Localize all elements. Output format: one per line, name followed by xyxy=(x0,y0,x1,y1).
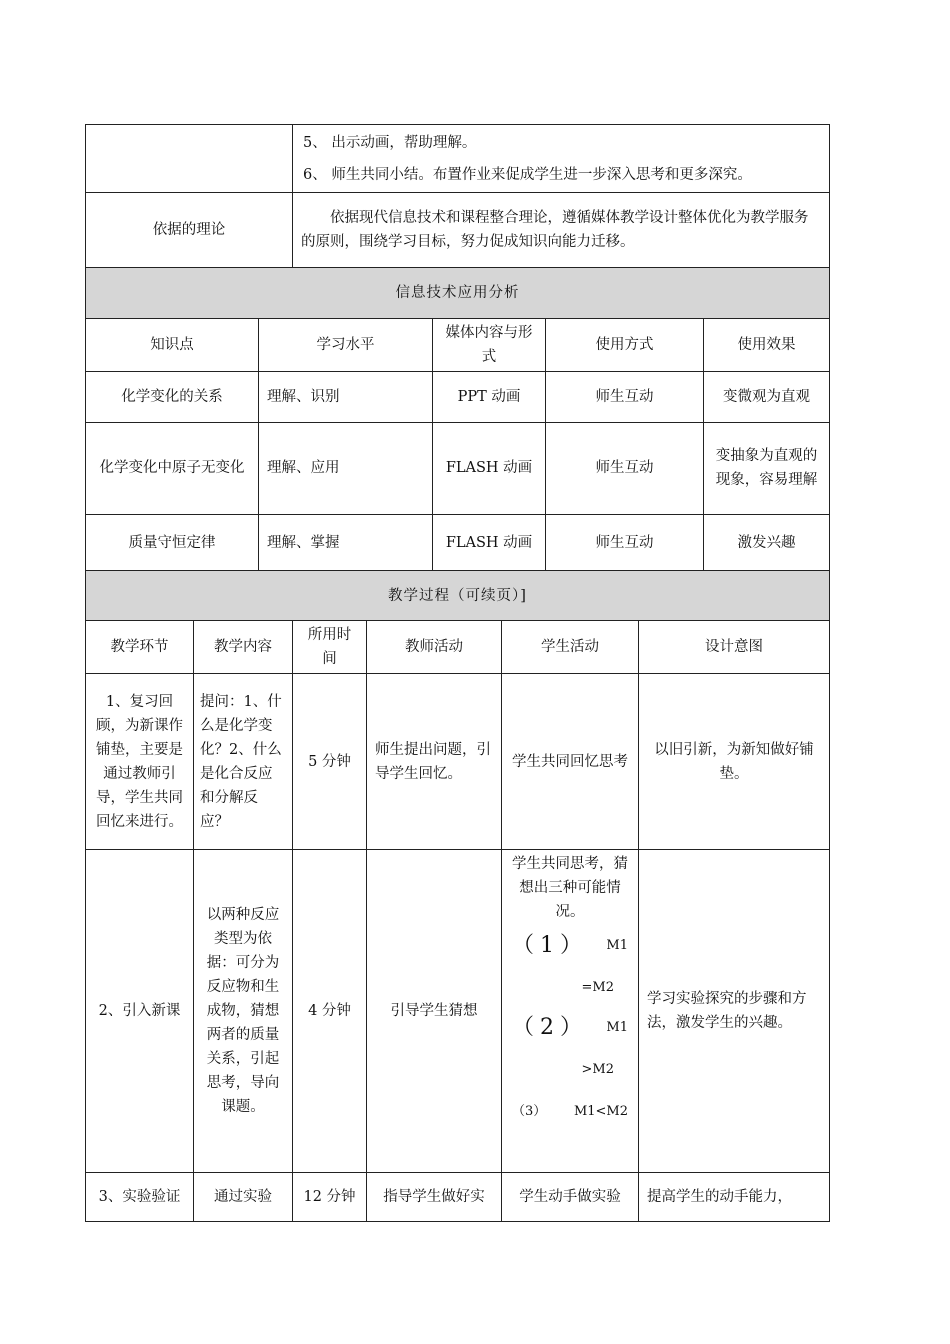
teacher-cell: 指导学生做好实 xyxy=(367,1173,502,1222)
level-cell: 理解、掌握 xyxy=(259,514,433,571)
header-knowledge: 知识点 xyxy=(86,318,259,371)
intent-cell: 学习实验探究的步骤和方法，激发学生的兴趣。 xyxy=(639,850,830,1173)
table-row xyxy=(86,514,830,571)
level-cell: 理解、识别 xyxy=(259,371,433,422)
guess-3 xyxy=(512,1100,628,1124)
process-title: 教学过程（可续页）] xyxy=(86,571,830,621)
theory-row xyxy=(86,193,830,268)
usage-cell: 师生互动 xyxy=(546,514,704,571)
theory-label: 依据的理论 xyxy=(86,193,293,268)
table-row xyxy=(86,371,830,422)
intent-cell: 以旧引新，为新知做好铺垫。 xyxy=(639,674,830,850)
level-cell: 理解、应用 xyxy=(259,422,433,514)
effect-cell: 激发兴趣 xyxy=(704,514,830,571)
student-cell: 学生共同回忆思考 xyxy=(502,674,639,850)
table-row xyxy=(86,674,830,850)
table-row xyxy=(86,850,830,1173)
guess-1-number: （1） xyxy=(512,933,588,958)
effect-cell: 变抽象为直观的现象，容易理解 xyxy=(704,422,830,514)
usage-cell: 师生互动 xyxy=(546,422,704,514)
media-cell: FLASH 动画 xyxy=(433,422,546,514)
it-analysis-title: 信息技术应用分析 xyxy=(86,267,830,318)
process-header-row xyxy=(86,621,830,674)
usage-cell: 师生互动 xyxy=(546,371,704,422)
header-content: 教学内容 xyxy=(194,621,293,674)
step-5: 5、 出示动画，帮助理解。 xyxy=(303,134,477,151)
guess-1-relation: =M2 xyxy=(581,980,614,995)
stage-cell: 3、实验验证 xyxy=(86,1173,194,1222)
teacher-cell: 引导学生猜想 xyxy=(367,850,502,1173)
content-cell: 通过实验 xyxy=(194,1173,293,1222)
guess-2 xyxy=(512,1016,628,1040)
intent-cell: 提高学生的动手能力， xyxy=(639,1173,830,1222)
guess-2-number: （2） xyxy=(512,1015,588,1040)
header-time: 所用时间 xyxy=(293,621,367,674)
effect-cell: 变微观为直观 xyxy=(704,371,830,422)
stage-cell: 2、引入新课 xyxy=(86,850,194,1173)
guess-2-relation: >M2 xyxy=(581,1062,614,1077)
theory-table xyxy=(85,124,830,268)
header-stage: 教学环节 xyxy=(86,621,194,674)
it-analysis-table xyxy=(85,267,830,572)
student-cell: 学生动手做实验 xyxy=(502,1173,639,1222)
theory-content: 依据现代信息技术和课程整合理论，遵循媒体教学设计整体优化为教学服务的原则，围绕学习目标，努力促成知识向能力迁移。 xyxy=(293,193,830,268)
header-teacher: 教师活动 xyxy=(367,621,502,674)
knowledge-cell: 质量守恒定律 xyxy=(86,514,259,571)
media-cell: PPT 动画 xyxy=(433,371,546,422)
it-analysis-header-row xyxy=(86,318,830,371)
content-cell: 以两种反应类型为依据：可分为反应物和生成物，猜想两者的质量关系，引起思考，导向课题。 xyxy=(194,850,293,1173)
guess-3-relation: M1<M2 xyxy=(573,1104,628,1119)
process-table xyxy=(85,570,830,1222)
media-cell: FLASH 动画 xyxy=(433,514,546,571)
table-row xyxy=(86,422,830,514)
lesson-plan-page xyxy=(85,124,829,1222)
header-level: 学习水平 xyxy=(259,318,433,371)
student-guess-cell xyxy=(502,850,639,1173)
header-intent: 设计意图 xyxy=(639,621,830,674)
guess-intro: 学生共同思考，猜想出三种可能情况。 xyxy=(512,856,628,920)
guess-3-number: （3） xyxy=(512,1104,547,1119)
time-cell: 12 分钟 xyxy=(293,1173,367,1222)
guess-1-m1: M1 xyxy=(606,938,628,953)
header-media: 媒体内容与形式 xyxy=(433,318,546,371)
continuation-row xyxy=(86,125,830,193)
step-6: 6、 师生共同小结。布置作业来促成学生进一步深入思考和更多深究。 xyxy=(303,166,752,183)
teacher-cell: 师生提出问题，引导学生回忆。 xyxy=(367,674,502,850)
header-effect: 使用效果 xyxy=(704,318,830,371)
guess-2-m1: M1 xyxy=(606,1020,628,1035)
time-cell: 5 分钟 xyxy=(293,674,367,850)
content-cell: 提问：1、什么是化学变化？2、什么是化合反应和分解反应？ xyxy=(194,674,293,850)
header-usage: 使用方式 xyxy=(546,318,704,371)
guess-1 xyxy=(512,934,628,958)
continuation-steps xyxy=(293,125,830,193)
header-student: 学生活动 xyxy=(502,621,639,674)
stage-cell: 1、复习回顾，为新课作铺垫，主要是通过教师引导，学生共同回忆来进行。 xyxy=(86,674,194,850)
knowledge-cell: 化学变化中原子无变化 xyxy=(86,422,259,514)
table-row xyxy=(86,1173,830,1222)
time-cell: 4 分钟 xyxy=(293,850,367,1173)
knowledge-cell: 化学变化的关系 xyxy=(86,371,259,422)
empty-cell xyxy=(86,125,293,193)
